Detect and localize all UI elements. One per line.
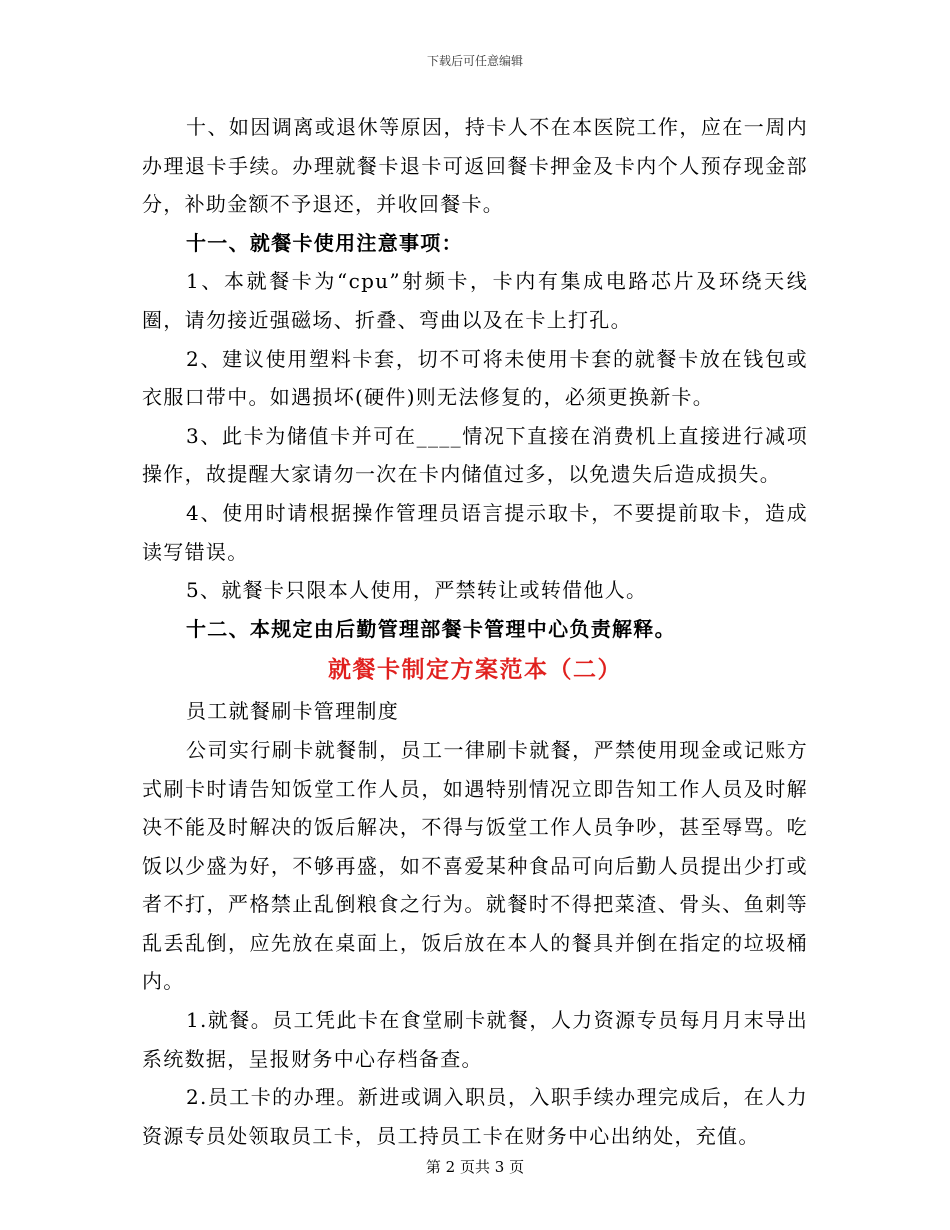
paragraph-item-2: 2、建议使用塑料卡套，切不可将未使用卡套的就餐卡放在钱包或衣服口带中。如遇损坏(硬件)则无法修复的，必须更换新卡。 bbox=[142, 346, 808, 410]
paragraph-dining: 1.就餐。员工凭此卡在食堂刷卡就餐，人力资源专员每月月末导出系统数据，呈报财务中心存档备查。 bbox=[142, 1008, 808, 1071]
paragraph-policy: 公司实行刷卡就餐制，员工一律刷卡就餐，严禁使用现金或记账方式刷卡时请告知饭堂工作人员，如遇特别情况立即告知工作人员及时解决不能及时解决的饭后解决，不得与饭堂工作人员争吵，甚至辱骂。吃饭以少盛为好，不够再盛，如不喜爱某种食品可向后勤人员提出少打或者不打，严格禁止乱倒粮食之行为。就餐时不得把菜渣、骨头、鱼刺等乱丢乱倒，应先放在桌面上，饭后放在本人的餐具并倒在指定的垃圾桶内。 bbox=[142, 737, 808, 994]
paragraph-rule-10: 十、如因调离或退休等原因，持卡人不在本医院工作，应在一周内办理退卡手续。办理就餐卡退卡可返回餐卡押金及卡内个人预存现金部分，补助金额不予退还，并收回餐卡。 bbox=[142, 115, 808, 217]
paragraph-item-4: 4、使用时请根据操作管理员语言提示取卡，不要提前取卡，造成读写错误。 bbox=[142, 500, 808, 564]
page-header: 下载后可任意编辑 bbox=[426, 54, 523, 68]
paragraph-item-5: 5、就餐卡只限本人使用，严禁转让或转借他人。 bbox=[186, 578, 648, 603]
section-title: 就餐卡制定方案范本（二） bbox=[328, 656, 622, 684]
heading-rule-11: 十一、就餐卡使用注意事项： bbox=[186, 230, 463, 255]
paragraph-card-issuance: 2.员工卡的办理。新进或调入职员，入职手续办理完成后，在人力资源专员处领取员工卡，员工持员工卡在财务中心出纳处，充值。 bbox=[142, 1085, 808, 1148]
paragraph-subtitle: 员工就餐刷卡管理制度 bbox=[186, 699, 399, 724]
paragraph-item-1: 1、本就餐卡为“cpu”射频卡，卡内有集成电路芯片及环绕天线圈，请勿接近强磁场、折叠、弯曲以及在卡上打孔。 bbox=[142, 269, 808, 332]
paragraph-item-3: 3、此卡为储值卡并可在____情况下直接在消费机上直接进行减项操作，故提醒大家请勿一次在卡内储值过多，以免遗失后造成损失。 bbox=[142, 423, 808, 487]
document-body bbox=[142, 108, 808, 1155]
heading-rule-12: 十二、本规定由后勤管理部餐卡管理中心负责解释。 bbox=[186, 616, 676, 641]
page-footer: 第 2 页共 3 页 bbox=[425, 1158, 525, 1176]
